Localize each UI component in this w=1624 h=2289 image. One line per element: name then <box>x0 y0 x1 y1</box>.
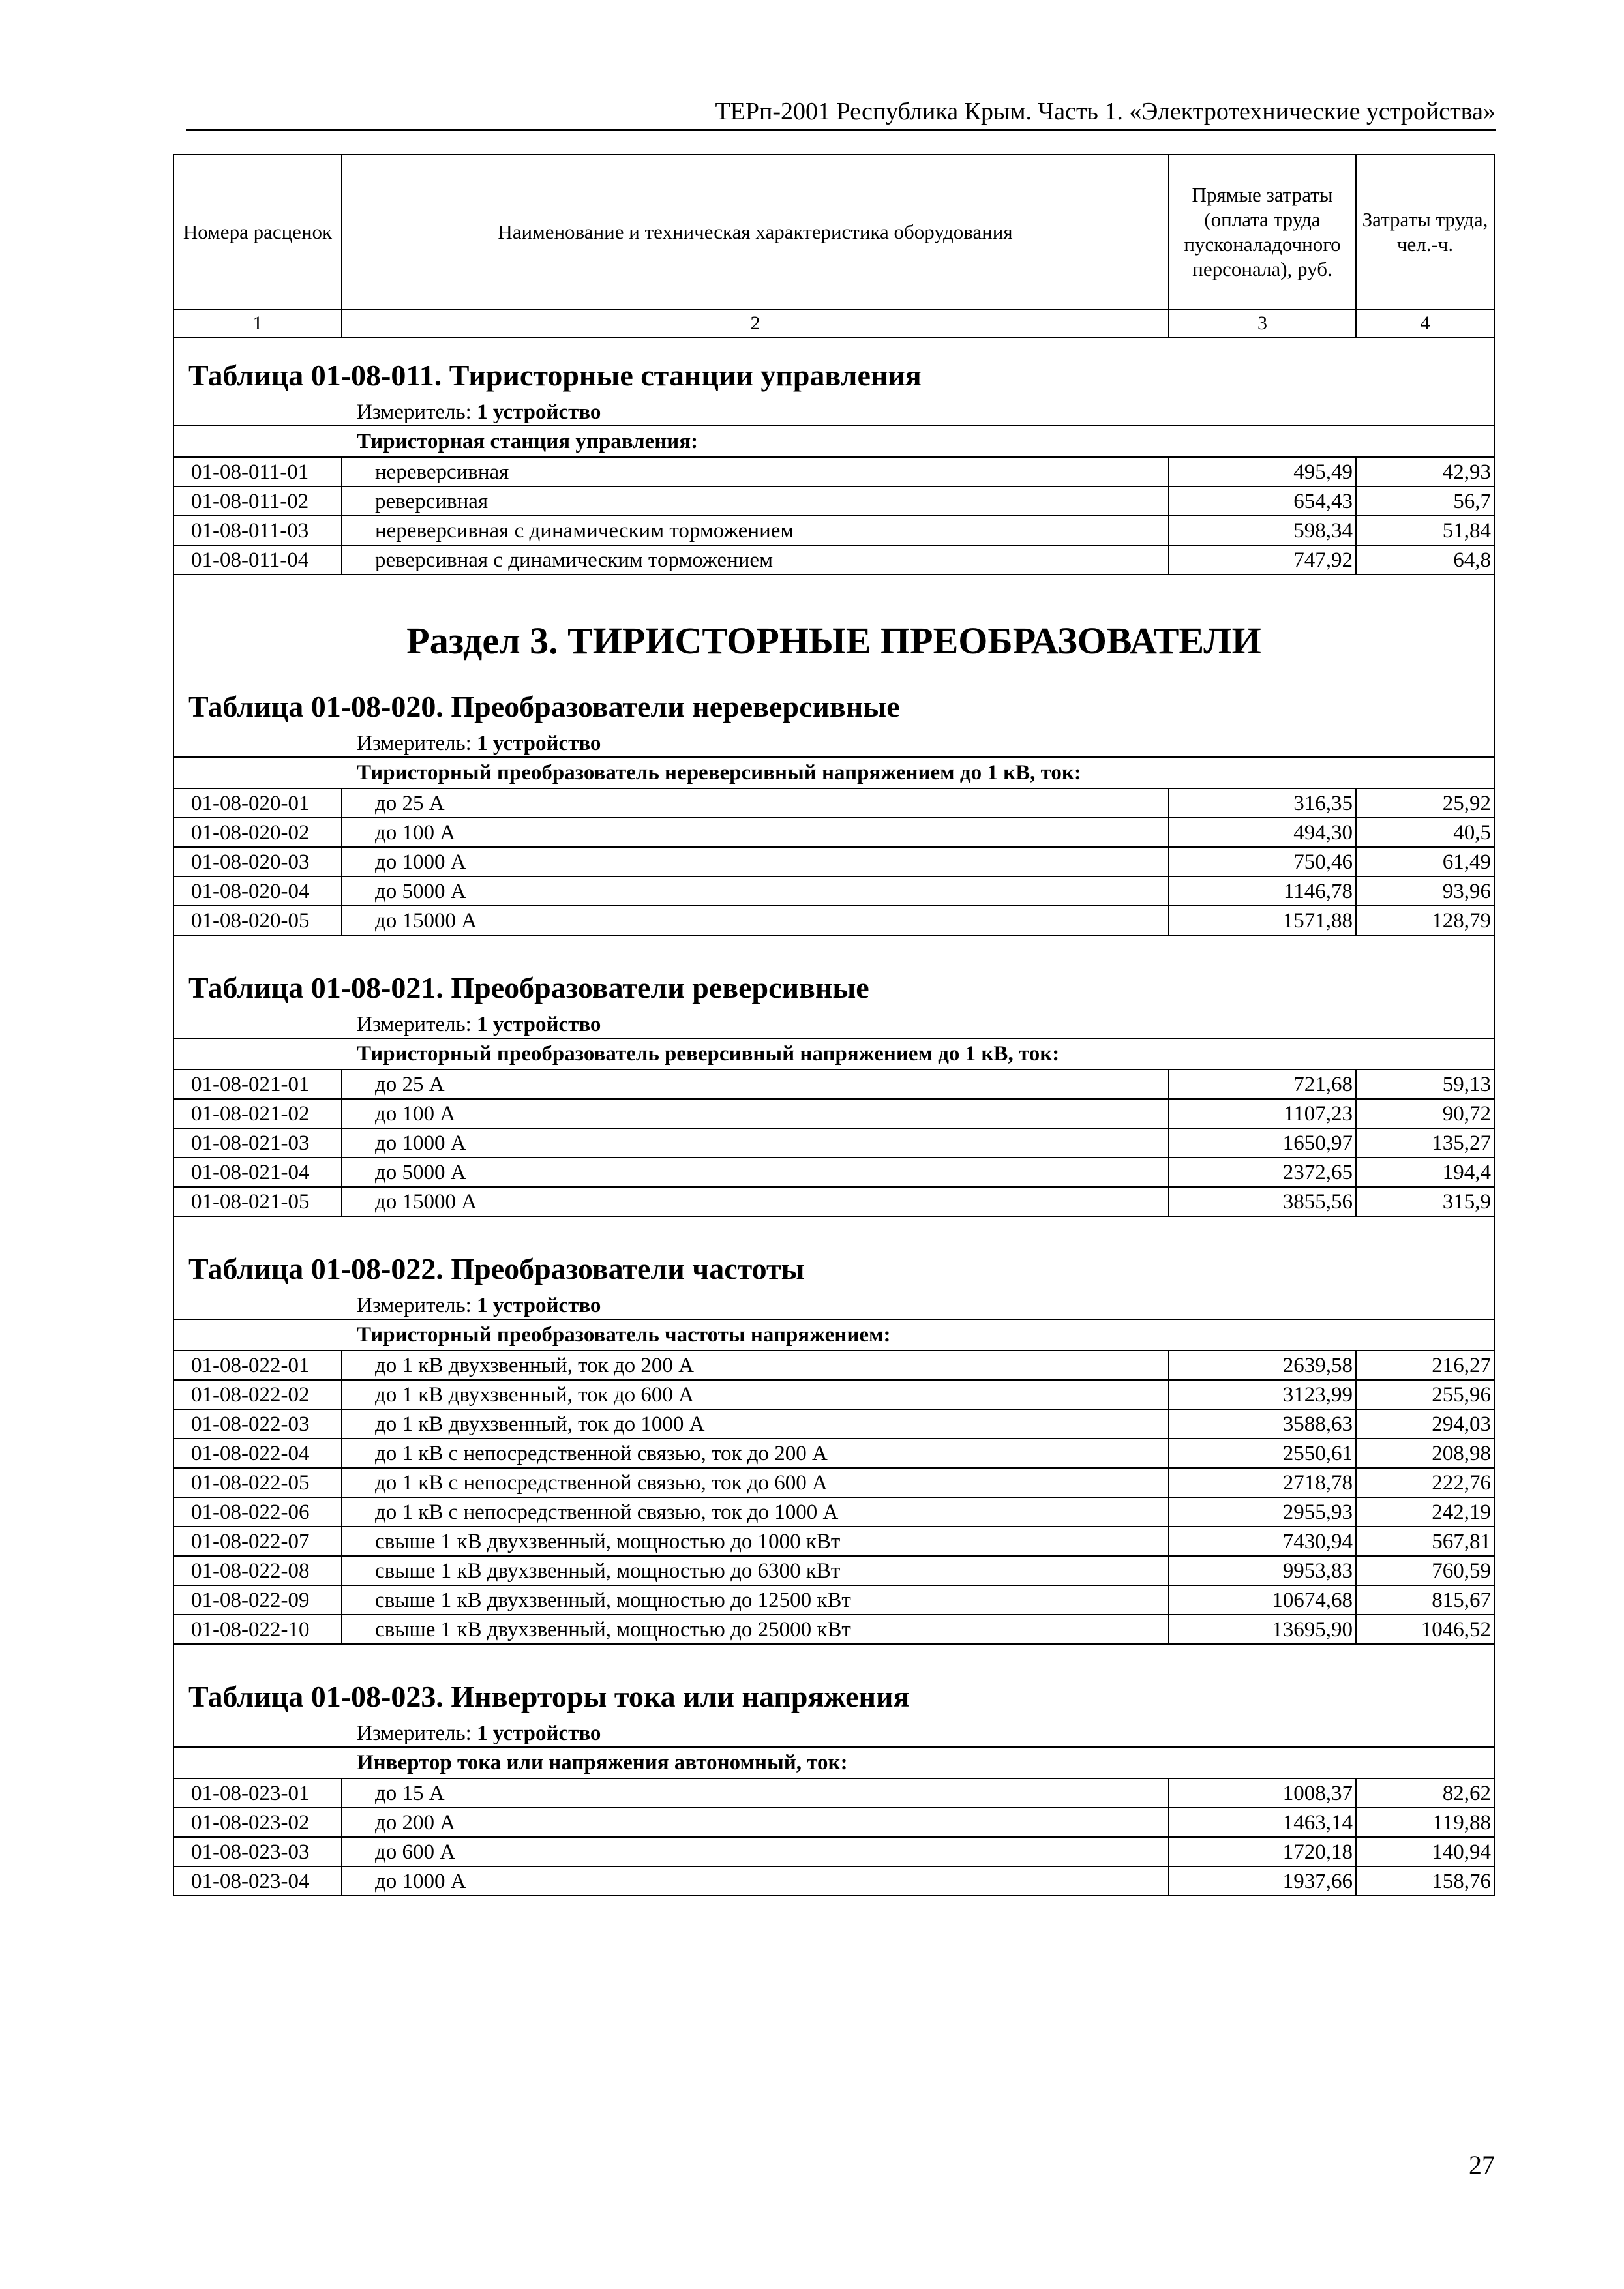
direct-costs-value: 1107,23 <box>1169 1099 1356 1128</box>
labor-value: 760,59 <box>1356 1556 1494 1585</box>
table-row <box>173 906 1494 935</box>
rate-code: 01-08-020-05 <box>173 906 342 935</box>
direct-costs-value: 1146,78 <box>1169 876 1356 906</box>
price-table <box>173 154 1495 1896</box>
direct-costs-value: 1008,37 <box>1169 1778 1356 1808</box>
rate-code: 01-08-022-02 <box>173 1380 342 1409</box>
rate-code: 01-08-023-01 <box>173 1778 342 1808</box>
direct-costs-value: 9953,83 <box>1169 1556 1356 1585</box>
equipment-name: до 100 А <box>342 1099 1169 1128</box>
equipment-name: до 5000 А <box>342 876 1169 906</box>
rate-code: 01-08-011-02 <box>173 486 342 516</box>
rate-code: 01-08-020-03 <box>173 847 342 876</box>
direct-costs-value: 750,46 <box>1169 847 1356 876</box>
rate-code: 01-08-021-02 <box>173 1099 342 1128</box>
rate-code: 01-08-011-03 <box>173 516 342 545</box>
direct-costs-value: 13695,90 <box>1169 1615 1356 1644</box>
labor-value: 128,79 <box>1356 906 1494 935</box>
table-row <box>173 1837 1494 1866</box>
table-row <box>173 1439 1494 1468</box>
measure-unit: 1 устройство <box>477 732 601 755</box>
header-col-codes: Номера расценок <box>173 155 342 310</box>
labor-value: 119,88 <box>1356 1808 1494 1837</box>
labor-value: 158,76 <box>1356 1866 1494 1896</box>
direct-costs-value: 10674,68 <box>1169 1585 1356 1615</box>
group-heading: Тиристорный преобразователь реверсивный напряжением до 1 кВ, ток: <box>173 1038 1494 1070</box>
spacer-cell <box>173 1216 1494 1231</box>
table-row <box>173 1527 1494 1556</box>
measure-label: Измеритель: <box>357 1722 472 1745</box>
labor-value: 59,13 <box>1356 1070 1494 1099</box>
equipment-name: до 1000 А <box>342 1866 1169 1896</box>
measure-row <box>173 1290 1494 1319</box>
measure-label: Измеритель: <box>357 732 472 755</box>
direct-costs-value: 1650,97 <box>1169 1128 1356 1158</box>
rate-code: 01-08-020-04 <box>173 876 342 906</box>
labor-value: 315,9 <box>1356 1187 1494 1216</box>
table-row <box>173 1778 1494 1808</box>
page-number: 27 <box>1469 2150 1495 2179</box>
labor-value: 567,81 <box>1356 1527 1494 1556</box>
direct-costs-value: 654,43 <box>1169 486 1356 516</box>
rate-code: 01-08-023-02 <box>173 1808 342 1837</box>
column-number: 1 <box>173 310 342 337</box>
rate-code: 01-08-022-05 <box>173 1468 342 1497</box>
equipment-name: нереверсивная с динамическим торможением <box>342 516 1169 545</box>
table-row <box>173 1615 1494 1644</box>
equipment-name: до 25 А <box>342 1070 1169 1099</box>
measure-row <box>173 728 1494 757</box>
measure-cell <box>173 1009 1494 1038</box>
equipment-name: свыше 1 кВ двухзвенный, мощностью до 1000 кВт <box>342 1527 1169 1556</box>
table-row <box>173 1808 1494 1837</box>
column-number: 2 <box>342 310 1169 337</box>
direct-costs-value: 1937,66 <box>1169 1866 1356 1896</box>
running-header: ТЕРп-2001 Республика Крым. Часть 1. «Электротехнические устройства» <box>186 97 1496 131</box>
equipment-name: до 1 кВ с непосредственной связью, ток до 1000 А <box>342 1497 1169 1527</box>
rate-code: 01-08-020-01 <box>173 788 342 818</box>
labor-value: 242,19 <box>1356 1497 1494 1527</box>
rate-code: 01-08-022-08 <box>173 1556 342 1585</box>
table-title: Таблица 01-08-011. Тиристорные станции управления <box>173 337 1494 396</box>
table-row <box>173 1585 1494 1615</box>
table-row <box>173 788 1494 818</box>
measure-cell <box>173 1290 1494 1319</box>
table-row <box>173 486 1494 516</box>
rate-code: 01-08-022-07 <box>173 1527 342 1556</box>
group-heading: Тиристорная станция управления: <box>173 426 1494 457</box>
labor-value: 25,92 <box>1356 788 1494 818</box>
equipment-name: нереверсивная <box>342 457 1169 486</box>
equipment-name: до 600 А <box>342 1837 1169 1866</box>
direct-costs-value: 747,92 <box>1169 545 1356 575</box>
direct-costs-value: 494,30 <box>1169 818 1356 847</box>
direct-costs-value: 316,35 <box>1169 788 1356 818</box>
spacer-cell <box>173 935 1494 950</box>
column-number-row <box>173 310 1494 337</box>
direct-costs-value: 2718,78 <box>1169 1468 1356 1497</box>
equipment-name: до 5000 А <box>342 1158 1169 1187</box>
direct-costs-value: 721,68 <box>1169 1070 1356 1099</box>
header-col-direct-costs: Прямые затраты (оплата труда пусконаладочного персонала), руб. <box>1169 155 1356 310</box>
labor-value: 40,5 <box>1356 818 1494 847</box>
labor-value: 255,96 <box>1356 1380 1494 1409</box>
table-row <box>173 545 1494 575</box>
equipment-name: свыше 1 кВ двухзвенный, мощностью до 25000 кВт <box>342 1615 1169 1644</box>
table-row <box>173 1556 1494 1585</box>
table-row <box>173 1468 1494 1497</box>
rate-code: 01-08-021-04 <box>173 1158 342 1187</box>
labor-value: 1046,52 <box>1356 1615 1494 1644</box>
table-row <box>173 1070 1494 1099</box>
group-heading: Тиристорный преобразователь нереверсивный напряжением до 1 кВ, ток: <box>173 757 1494 788</box>
equipment-name: до 1000 А <box>342 1128 1169 1158</box>
group-heading-row <box>173 757 1494 788</box>
table-title-row <box>173 950 1494 1009</box>
rate-code: 01-08-022-09 <box>173 1585 342 1615</box>
direct-costs-value: 2372,65 <box>1169 1158 1356 1187</box>
spacer-row <box>173 1644 1494 1659</box>
table-title-row <box>173 1659 1494 1718</box>
equipment-name: до 1 кВ с непосредственной связью, ток до 200 А <box>342 1439 1169 1468</box>
spacer-row <box>173 1216 1494 1231</box>
rate-code: 01-08-020-02 <box>173 818 342 847</box>
equipment-name: реверсивная <box>342 486 1169 516</box>
table-row <box>173 1158 1494 1187</box>
equipment-name: до 1 кВ двухзвенный, ток до 1000 А <box>342 1409 1169 1439</box>
section-heading-row <box>173 575 1494 669</box>
section-title: Раздел 3. ТИРИСТОРНЫЕ ПРЕОБРАЗОВАТЕЛИ <box>173 575 1494 669</box>
direct-costs-value: 3123,99 <box>1169 1380 1356 1409</box>
equipment-name: до 200 А <box>342 1808 1169 1837</box>
table-row <box>173 876 1494 906</box>
table-row <box>173 516 1494 545</box>
rate-code: 01-08-022-10 <box>173 1615 342 1644</box>
table-title: Таблица 01-08-020. Преобразователи нереверсивные <box>173 669 1494 728</box>
labor-value: 82,62 <box>1356 1778 1494 1808</box>
labor-value: 208,98 <box>1356 1439 1494 1468</box>
table-row <box>173 1497 1494 1527</box>
labor-value: 64,8 <box>1356 545 1494 575</box>
labor-value: 135,27 <box>1356 1128 1494 1158</box>
measure-row <box>173 1718 1494 1747</box>
header-col-name: Наименование и техническая характеристика оборудования <box>342 155 1169 310</box>
equipment-name: до 1 кВ двухзвенный, ток до 600 А <box>342 1380 1169 1409</box>
direct-costs-value: 7430,94 <box>1169 1527 1356 1556</box>
labor-value: 93,96 <box>1356 876 1494 906</box>
direct-costs-value: 598,34 <box>1169 516 1356 545</box>
direct-costs-value: 1571,88 <box>1169 906 1356 935</box>
spacer-row <box>173 935 1494 950</box>
labor-value: 42,93 <box>1356 457 1494 486</box>
measure-unit: 1 устройство <box>477 1294 601 1317</box>
table-row <box>173 457 1494 486</box>
labor-value: 294,03 <box>1356 1409 1494 1439</box>
rate-code: 01-08-011-04 <box>173 545 342 575</box>
rate-code: 01-08-011-01 <box>173 457 342 486</box>
equipment-name: до 15000 А <box>342 906 1169 935</box>
table-row <box>173 1099 1494 1128</box>
table-title: Таблица 01-08-021. Преобразователи реверсивные <box>173 950 1494 1009</box>
labor-value: 51,84 <box>1356 516 1494 545</box>
rate-code: 01-08-023-04 <box>173 1866 342 1896</box>
labor-value: 90,72 <box>1356 1099 1494 1128</box>
rate-code: 01-08-022-04 <box>173 1439 342 1468</box>
group-heading-row <box>173 426 1494 457</box>
table-title: Таблица 01-08-022. Преобразователи частоты <box>173 1231 1494 1290</box>
measure-unit: 1 устройство <box>477 1013 601 1036</box>
labor-value: 194,4 <box>1356 1158 1494 1187</box>
table-title-row <box>173 1231 1494 1290</box>
equipment-name: свыше 1 кВ двухзвенный, мощностью до 12500 кВт <box>342 1585 1169 1615</box>
equipment-name: до 1 кВ двухзвенный, ток до 200 А <box>342 1351 1169 1380</box>
measure-cell <box>173 728 1494 757</box>
table-row <box>173 1380 1494 1409</box>
table-row <box>173 847 1494 876</box>
labor-value: 56,7 <box>1356 486 1494 516</box>
spacer-cell <box>173 1644 1494 1659</box>
rate-code: 01-08-022-03 <box>173 1409 342 1439</box>
group-heading: Инвертор тока или напряжения автономный, ток: <box>173 1747 1494 1778</box>
measure-cell <box>173 396 1494 426</box>
rate-code: 01-08-021-01 <box>173 1070 342 1099</box>
table-row <box>173 1187 1494 1216</box>
measure-label: Измеритель: <box>357 1013 472 1036</box>
rate-code: 01-08-022-01 <box>173 1351 342 1380</box>
rate-code: 01-08-023-03 <box>173 1837 342 1866</box>
table-header-row <box>173 155 1494 310</box>
rate-code: 01-08-021-03 <box>173 1128 342 1158</box>
equipment-name: до 100 А <box>342 818 1169 847</box>
direct-costs-value: 1720,18 <box>1169 1837 1356 1866</box>
measure-label: Измеритель: <box>357 400 472 424</box>
rate-code: 01-08-022-06 <box>173 1497 342 1527</box>
equipment-name: до 1 кВ с непосредственной связью, ток до 600 А <box>342 1468 1169 1497</box>
table-title-row <box>173 669 1494 728</box>
header-col-labor: Затраты труда, чел.-ч. <box>1356 155 1494 310</box>
table-row <box>173 1409 1494 1439</box>
labor-value: 216,27 <box>1356 1351 1494 1380</box>
direct-costs-value: 495,49 <box>1169 457 1356 486</box>
column-number: 3 <box>1169 310 1356 337</box>
measure-unit: 1 устройство <box>477 400 601 424</box>
direct-costs-value: 3855,56 <box>1169 1187 1356 1216</box>
measure-label: Измеритель: <box>357 1294 472 1317</box>
equipment-name: свыше 1 кВ двухзвенный, мощностью до 6300 кВт <box>342 1556 1169 1585</box>
rate-code: 01-08-021-05 <box>173 1187 342 1216</box>
labor-value: 140,94 <box>1356 1837 1494 1866</box>
labor-value: 815,67 <box>1356 1585 1494 1615</box>
group-heading-row <box>173 1747 1494 1778</box>
direct-costs-value: 1463,14 <box>1169 1808 1356 1837</box>
direct-costs-value: 2550,61 <box>1169 1439 1356 1468</box>
group-heading: Тиристорный преобразователь частоты напряжением: <box>173 1319 1494 1351</box>
measure-row <box>173 1009 1494 1038</box>
equipment-name: до 15000 А <box>342 1187 1169 1216</box>
group-heading-row <box>173 1038 1494 1070</box>
measure-cell <box>173 1718 1494 1747</box>
labor-value: 61,49 <box>1356 847 1494 876</box>
measure-row <box>173 396 1494 426</box>
equipment-name: до 15 А <box>342 1778 1169 1808</box>
table-title: Таблица 01-08-023. Инверторы тока или напряжения <box>173 1659 1494 1718</box>
equipment-name: до 1000 А <box>342 847 1169 876</box>
labor-value: 222,76 <box>1356 1468 1494 1497</box>
equipment-name: до 25 А <box>342 788 1169 818</box>
table-title-row <box>173 337 1494 396</box>
equipment-name: реверсивная с динамическим торможением <box>342 545 1169 575</box>
table-row <box>173 1866 1494 1896</box>
group-heading-row <box>173 1319 1494 1351</box>
direct-costs-value: 2639,58 <box>1169 1351 1356 1380</box>
table-row <box>173 1128 1494 1158</box>
table-row <box>173 818 1494 847</box>
column-number: 4 <box>1356 310 1494 337</box>
measure-unit: 1 устройство <box>477 1722 601 1745</box>
table-row <box>173 1351 1494 1380</box>
direct-costs-value: 3588,63 <box>1169 1409 1356 1439</box>
direct-costs-value: 2955,93 <box>1169 1497 1356 1527</box>
